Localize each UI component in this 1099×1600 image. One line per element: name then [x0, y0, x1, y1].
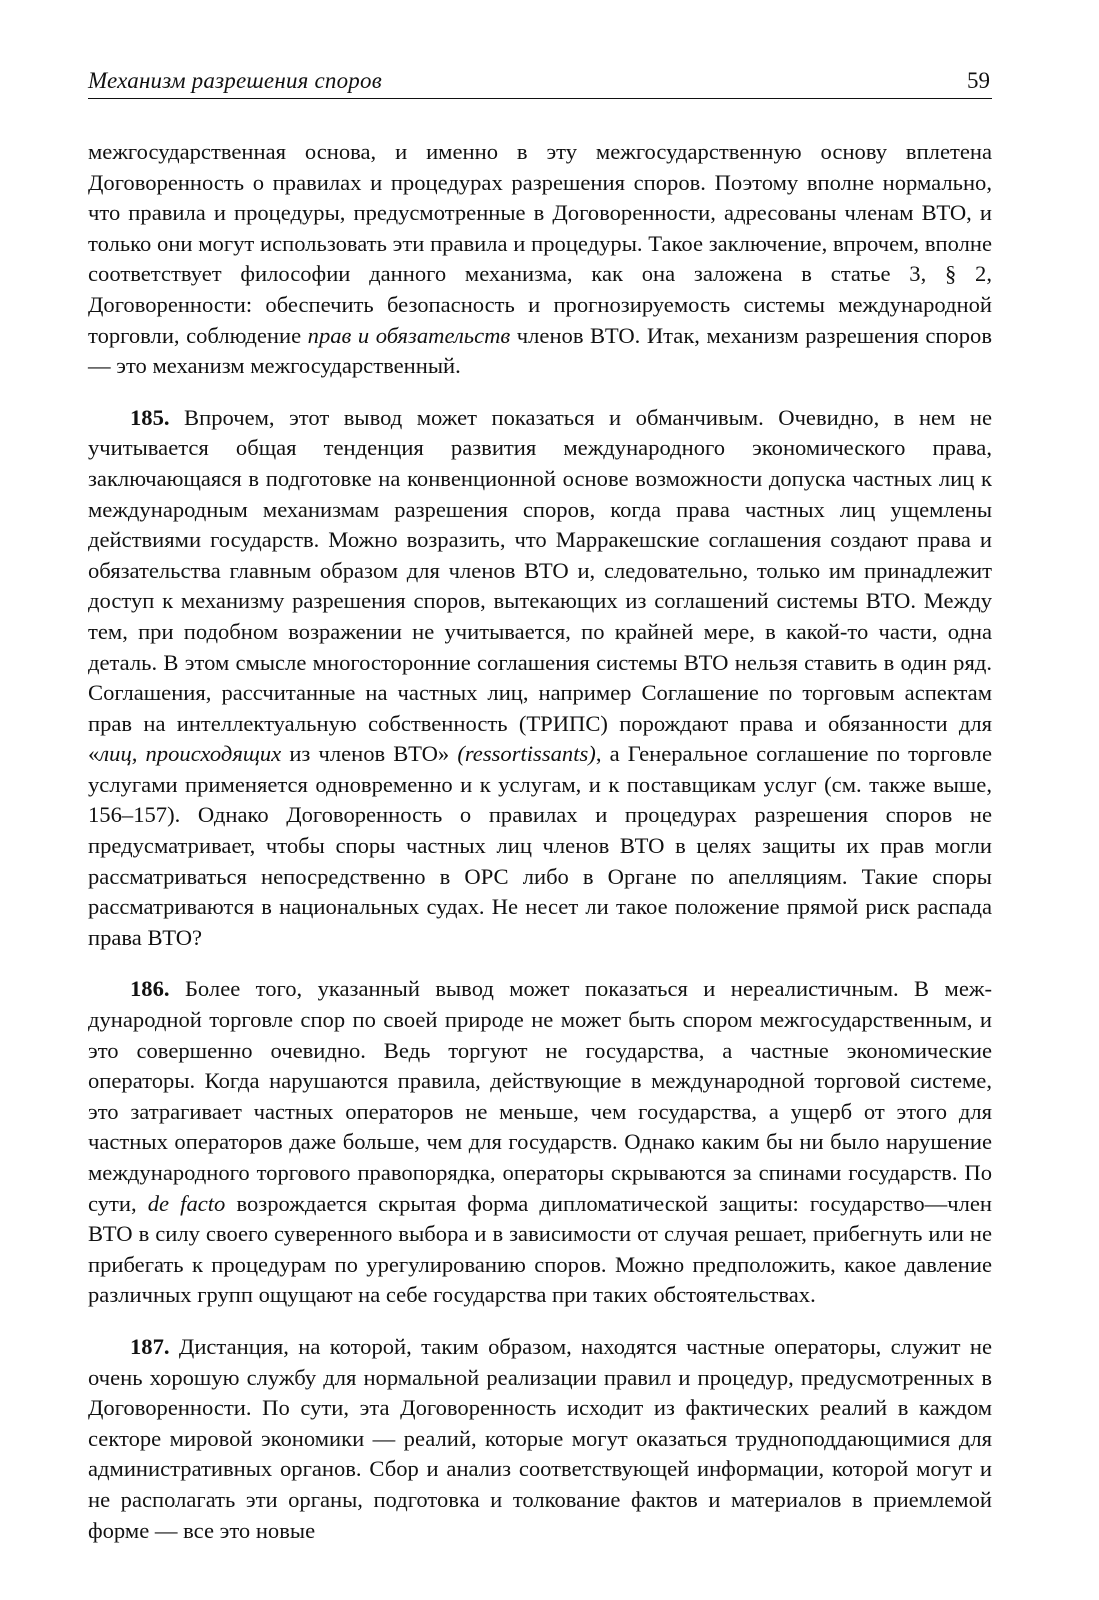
- paragraph-continuation: [88, 137, 992, 382]
- text-segment: межгосударственная основа, и именно в эту межгосударственную основу вплетена Договоренность о правилах и процедурах разрешения споров. Поэтому вполне нормально, что правила и процедуры, предусмотренные в Договоренности, адресованы членам ВТО, и только они могут использовать эти правила и процедуры. Такое заключение, впрочем, вполне соответствует философии данного механизма, как она заложена в статье 3, § 2, Договоренности: обеспечить безопасность и прогнозируемость системы международной торговли, соблюдение: [88, 139, 992, 348]
- text-segment-italic: (ressortissants): [457, 741, 596, 767]
- running-head: [88, 58, 992, 99]
- text-segment: Впрочем, этот вывод может показаться и обманчивым. Очевидно, в нем не учитывается общая тенденция развития международного экономического права, заключающаяся в подготовке на конвенционной основе возможности допуска частных лиц к международным механизмам разрешения споров, когда права частных лиц ущемлены действиями государств. Можно возразить, что Марракешские соглашения создают права и обязательства главным образом для членов ВТО и, следовательно, только им принадлежит доступ к механизму разрешения споров, вытекающих из соглашений системы ВТО. Между тем, при подобном возражении не учитывается, по крайней мере, в какой-то части, одна деталь. В этом смысле многосторонние соглашения системы ВТО нельзя ставить в один ряд. Соглашения, рассчитанные на частных лиц, например Соглашение по торговым аспектам прав на интеллектуальную собственность (ТРИПС) порождают права и обязанности для «: [88, 404, 992, 767]
- paragraph-185: [88, 403, 992, 954]
- text-segment: возрождается скрытая форма дипломатической защиты: государство—член ВТО в силу своего суверенного выбора и в зависимости от случая решает, прибегнуть или не прибегать к процедурам по урегулированию споров. Можно предположить, какое давление различных групп ощущают на себе государства при таких обстоятельствах.: [88, 1190, 992, 1308]
- paragraph-number: 186.: [130, 976, 170, 1002]
- text-segment-italic: de facto: [147, 1190, 226, 1216]
- text-segment: членов ВТО. Итак, механизм разрешения споров — это механизм межгосударственный.: [88, 322, 992, 379]
- text-segment: , а Генеральное соглашение по торговле услугами применяется одновременно и к услугам, и к поставщикам услуг (см. также выше, 156–157). Однако Договоренность о правилах и процедурах разрешения споров не предусматривает, чтобы споры частных лиц членов ВТО в целях защиты их прав могли рассматриваться непосредственно в ОРС либо в Органе по апелляциям. Такие споры рассматриваются в национальных судах. Не несет ли такое положение прямой риск распада права ВТО?: [88, 741, 992, 950]
- book-page: [88, 58, 992, 1546]
- paragraph-number: 187.: [130, 1333, 170, 1359]
- paragraph-186: [88, 974, 992, 1311]
- body-text: [88, 137, 992, 1546]
- paragraph-number: 185.: [130, 404, 170, 430]
- text-segment-italic: прав и обязательств: [307, 322, 511, 348]
- text-segment: из членов ВТО»: [281, 741, 458, 767]
- page-number: 59: [967, 68, 990, 93]
- text-segment: Дистанция, на которой, таким образом, находятся частные операторы, служит не очень хорошую службу для нормальной реализации правил и процедур, предусмотренных в Договоренности. По сути, эта Договоренность исходит из фактических реалий в каждом секторе мировой экономики — реалий, которые могут оказаться трудноподдающимися для административных органов. Сбор и анализ соответствующей информации, которой могут и не располагать эти органы, подготовка и толкование фактов и материалов в приемлемой форме — все это новые: [88, 1333, 992, 1543]
- text-segment: Более того, указанный вывод может показаться и нереалистичным. В международной торговле спор по своей природе не может быть спором межгосударственным, и это совершенно очевидно. Ведь торгуют не государства, а частные экономические операторы. Когда нарушаются правила, действующие в международной торговой системе, это затрагивает частных операторов не меньше, чем государства, а ущерб от этого для частных операторов даже больше, чем для государств. Однако каким бы ни было нарушение международного торгового правопорядка, операторы скрываются за спинами государств. По сути,: [88, 976, 992, 1216]
- running-title: Механизм разрешения споров: [88, 68, 382, 93]
- text-segment-italic: лиц, происходящих: [99, 741, 282, 767]
- paragraph-187: [88, 1332, 992, 1546]
